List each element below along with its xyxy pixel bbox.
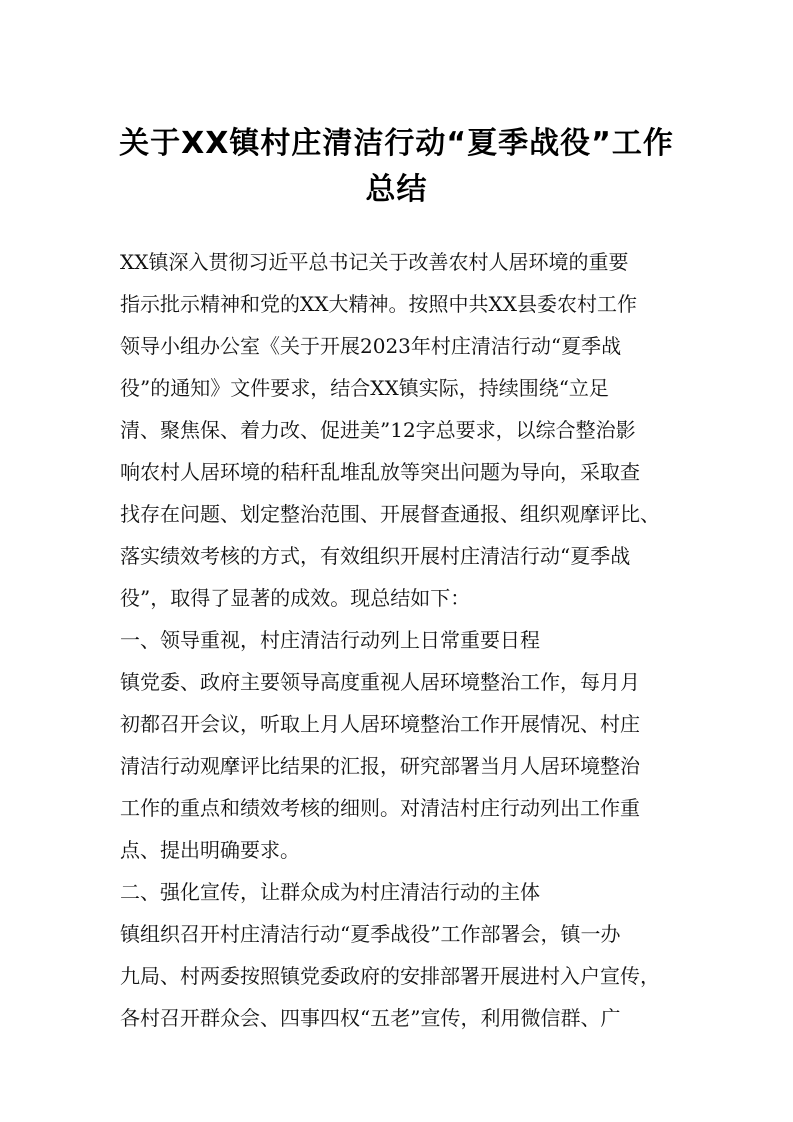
body-line: 初都召开会议，听取上月人居环境整治工作开展情况、村庄 [120, 712, 640, 736]
body-line: 工作的重点和绩效考核的细则。对清洁村庄行动列出工作重 [120, 796, 640, 820]
body-line: 点、提出明确要求。 [120, 838, 300, 862]
body-line: 九局、村两委按照镇党委政府的安排部署开展进村入户宣传， [120, 964, 660, 988]
body-line: 响农村人居环境的秸秆乱堆乱放等突出问题为导向，采取查 [120, 460, 640, 484]
document-title-line-2: 总结 [365, 172, 428, 207]
body-line: 找存在问题、划定整治范围、开展督查通报、组织观摩评比、 [120, 502, 660, 526]
body-line: 清、聚焦保、着力改、促进美”12字总要求，以综合整治影 [120, 418, 636, 442]
body-line: 清洁行动观摩评比结果的汇报，研究部署当月人居环境整治 [120, 754, 640, 778]
body-line: 落实绩效考核的方式，有效组织开展村庄清洁行动“夏季战 [120, 544, 631, 568]
body-line: 役”，取得了显著的成效。现总结如下： [120, 586, 471, 610]
body-line: 镇组织召开村庄清洁行动“夏季战役”工作部署会，镇一办 [120, 922, 621, 946]
body-line: 镇党委、政府主要领导高度重视人居环境整治工作，每月月 [120, 670, 640, 694]
section-heading-1: 一、领导重视，村庄清洁行动列上日常重要日程 [120, 628, 540, 652]
section-heading-2: 二、强化宣传，让群众成为村庄清洁行动的主体 [120, 880, 540, 904]
body-line: 役”的通知》文件要求，结合XX镇实际，持续围绕“立足 [120, 376, 609, 400]
document-title-line-1: 关于XX镇村庄清洁行动“夏季战役”工作 [119, 126, 674, 161]
body-line: 各村召开群众会、四事四权“五老”宣传，利用微信群、广 [120, 1006, 621, 1030]
body-line: 指示批示精神和党的XX大精神。按照中共XX县委农村工作 [120, 292, 637, 316]
body-line: XX镇深入贯彻习近平总书记关于改善农村人居环境的重要 [120, 250, 629, 274]
body-line: 领导小组办公室《关于开展2023年村庄清洁行动“夏季战 [120, 334, 622, 358]
